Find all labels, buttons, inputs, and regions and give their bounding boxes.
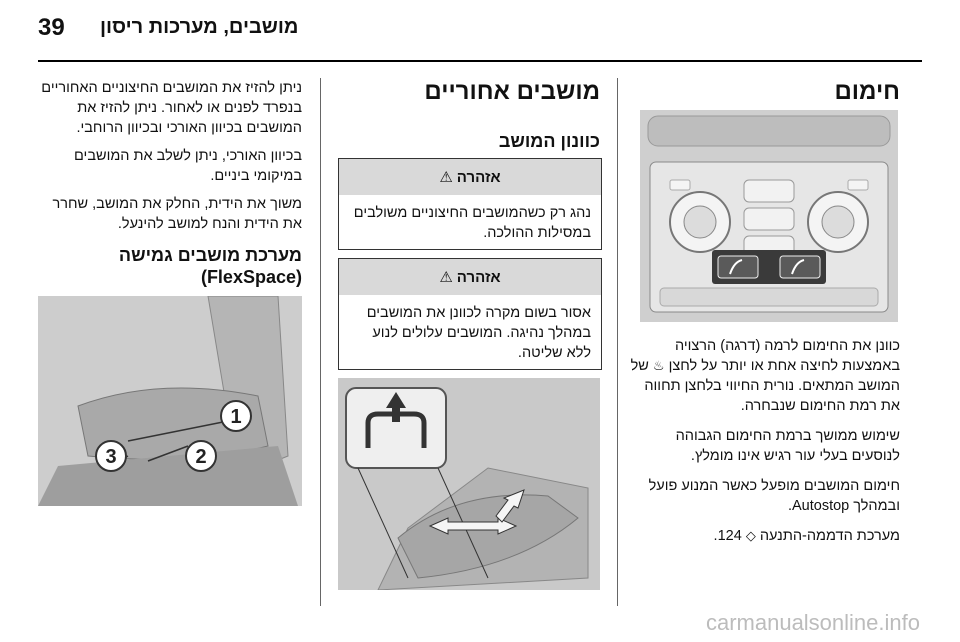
seat-lever-paragraph: משוך את הידית, החלק את המושב, שחרר את הידית והנח למושב להינעל. — [52, 196, 302, 232]
climate-panel-photo — [640, 110, 898, 322]
warning-box-1 — [338, 158, 602, 250]
warning-title: אזהרה — [456, 268, 501, 286]
callout-1: 1 — [230, 406, 242, 428]
heating-paragraph-2: שימוש ממושך ברמת החימום הגבוהה לנוסעים בעלי עור רגיש אינו מומלץ. — [675, 428, 900, 464]
heating-text-1-end: של המושב המתאים. נורית החיווי בלחצן תחווה את רמת החימום שנבחרה. — [630, 358, 900, 414]
page-number: 39 — [38, 14, 65, 41]
warning-header — [339, 159, 601, 195]
page-header — [0, 0, 960, 62]
seat-adjust-illustration — [338, 378, 600, 590]
warning-triangle-icon: ⚠ — [439, 269, 453, 286]
heating-cross-reference: מערכת הדממה-התנעה ◇ 124. — [713, 528, 900, 544]
heating-column — [630, 78, 900, 106]
climate-panel-illustration — [640, 110, 898, 322]
warning-text: אסור בשום מקרה לכוונן את המושבים במהלך נהיגה. המושבים עלולים לנוע ללא שליטה. — [366, 305, 591, 361]
header-rule — [38, 60, 922, 62]
column-divider — [320, 78, 321, 606]
heating-text-1: כוונן את החימום לרמה (דרגה) הרצויה באמצעות לחיצה אחת או יותר על לחצן — [664, 338, 900, 374]
warning-header — [339, 259, 601, 295]
cross-ref-text: מערכת הדממה-התנעה — [755, 528, 900, 544]
section-heading-rear-seats: מושבים אחוריים — [424, 78, 600, 105]
seat-intermediate-paragraph: בכיוון האורכי, ניתן לשלב את המושבים במיקומי ביניים. — [74, 148, 302, 184]
warning-triangle-icon: ⚠ — [439, 169, 453, 186]
page-ref-icon: ◇ — [745, 528, 756, 543]
subheading-seat-adjustment: כוונון המושב — [498, 131, 600, 151]
heating-paragraph-1 — [630, 336, 900, 416]
seat-adjust-photo — [338, 378, 600, 590]
watermark: carmanualsonline.info — [705, 610, 920, 635]
warning-title: אזהרה — [456, 168, 501, 186]
subheading-flexspace: מערכת מושבים גמישה (FlexSpace) — [118, 245, 302, 287]
warning-text: נהג רק כשהמושבים החיצוניים משולבים במסילות ההולכה. — [353, 205, 591, 241]
rear-seats-column — [338, 78, 600, 152]
seat-move-paragraph: ניתן להזיז את המושבים החיצוניים האחוריים בנפרד לפנים או לאחור. ניתן להזיז את המושבים בכיוון האורכי ובכיוון הרוחבי. — [41, 80, 302, 136]
running-title: מושבים, מערכות ריסון — [100, 16, 299, 38]
seat-heat-icon: ♨ — [652, 358, 665, 373]
callout-2: 2 — [195, 446, 207, 468]
heating-paragraph-3: חימום המושבים מופעל כאשר המנוע פועל ובמהלך Autostop. — [648, 478, 900, 514]
flexspace-seat-photo — [38, 296, 302, 506]
flexspace-column — [36, 78, 302, 288]
cross-ref-page: 124 — [717, 528, 742, 544]
flexspace-seat-illustration — [38, 296, 302, 506]
section-heading-heating: חימום — [834, 78, 900, 105]
callout-3: 3 — [105, 446, 117, 468]
warning-box-2 — [338, 258, 602, 370]
column-divider — [617, 78, 618, 606]
heating-text — [630, 336, 900, 546]
